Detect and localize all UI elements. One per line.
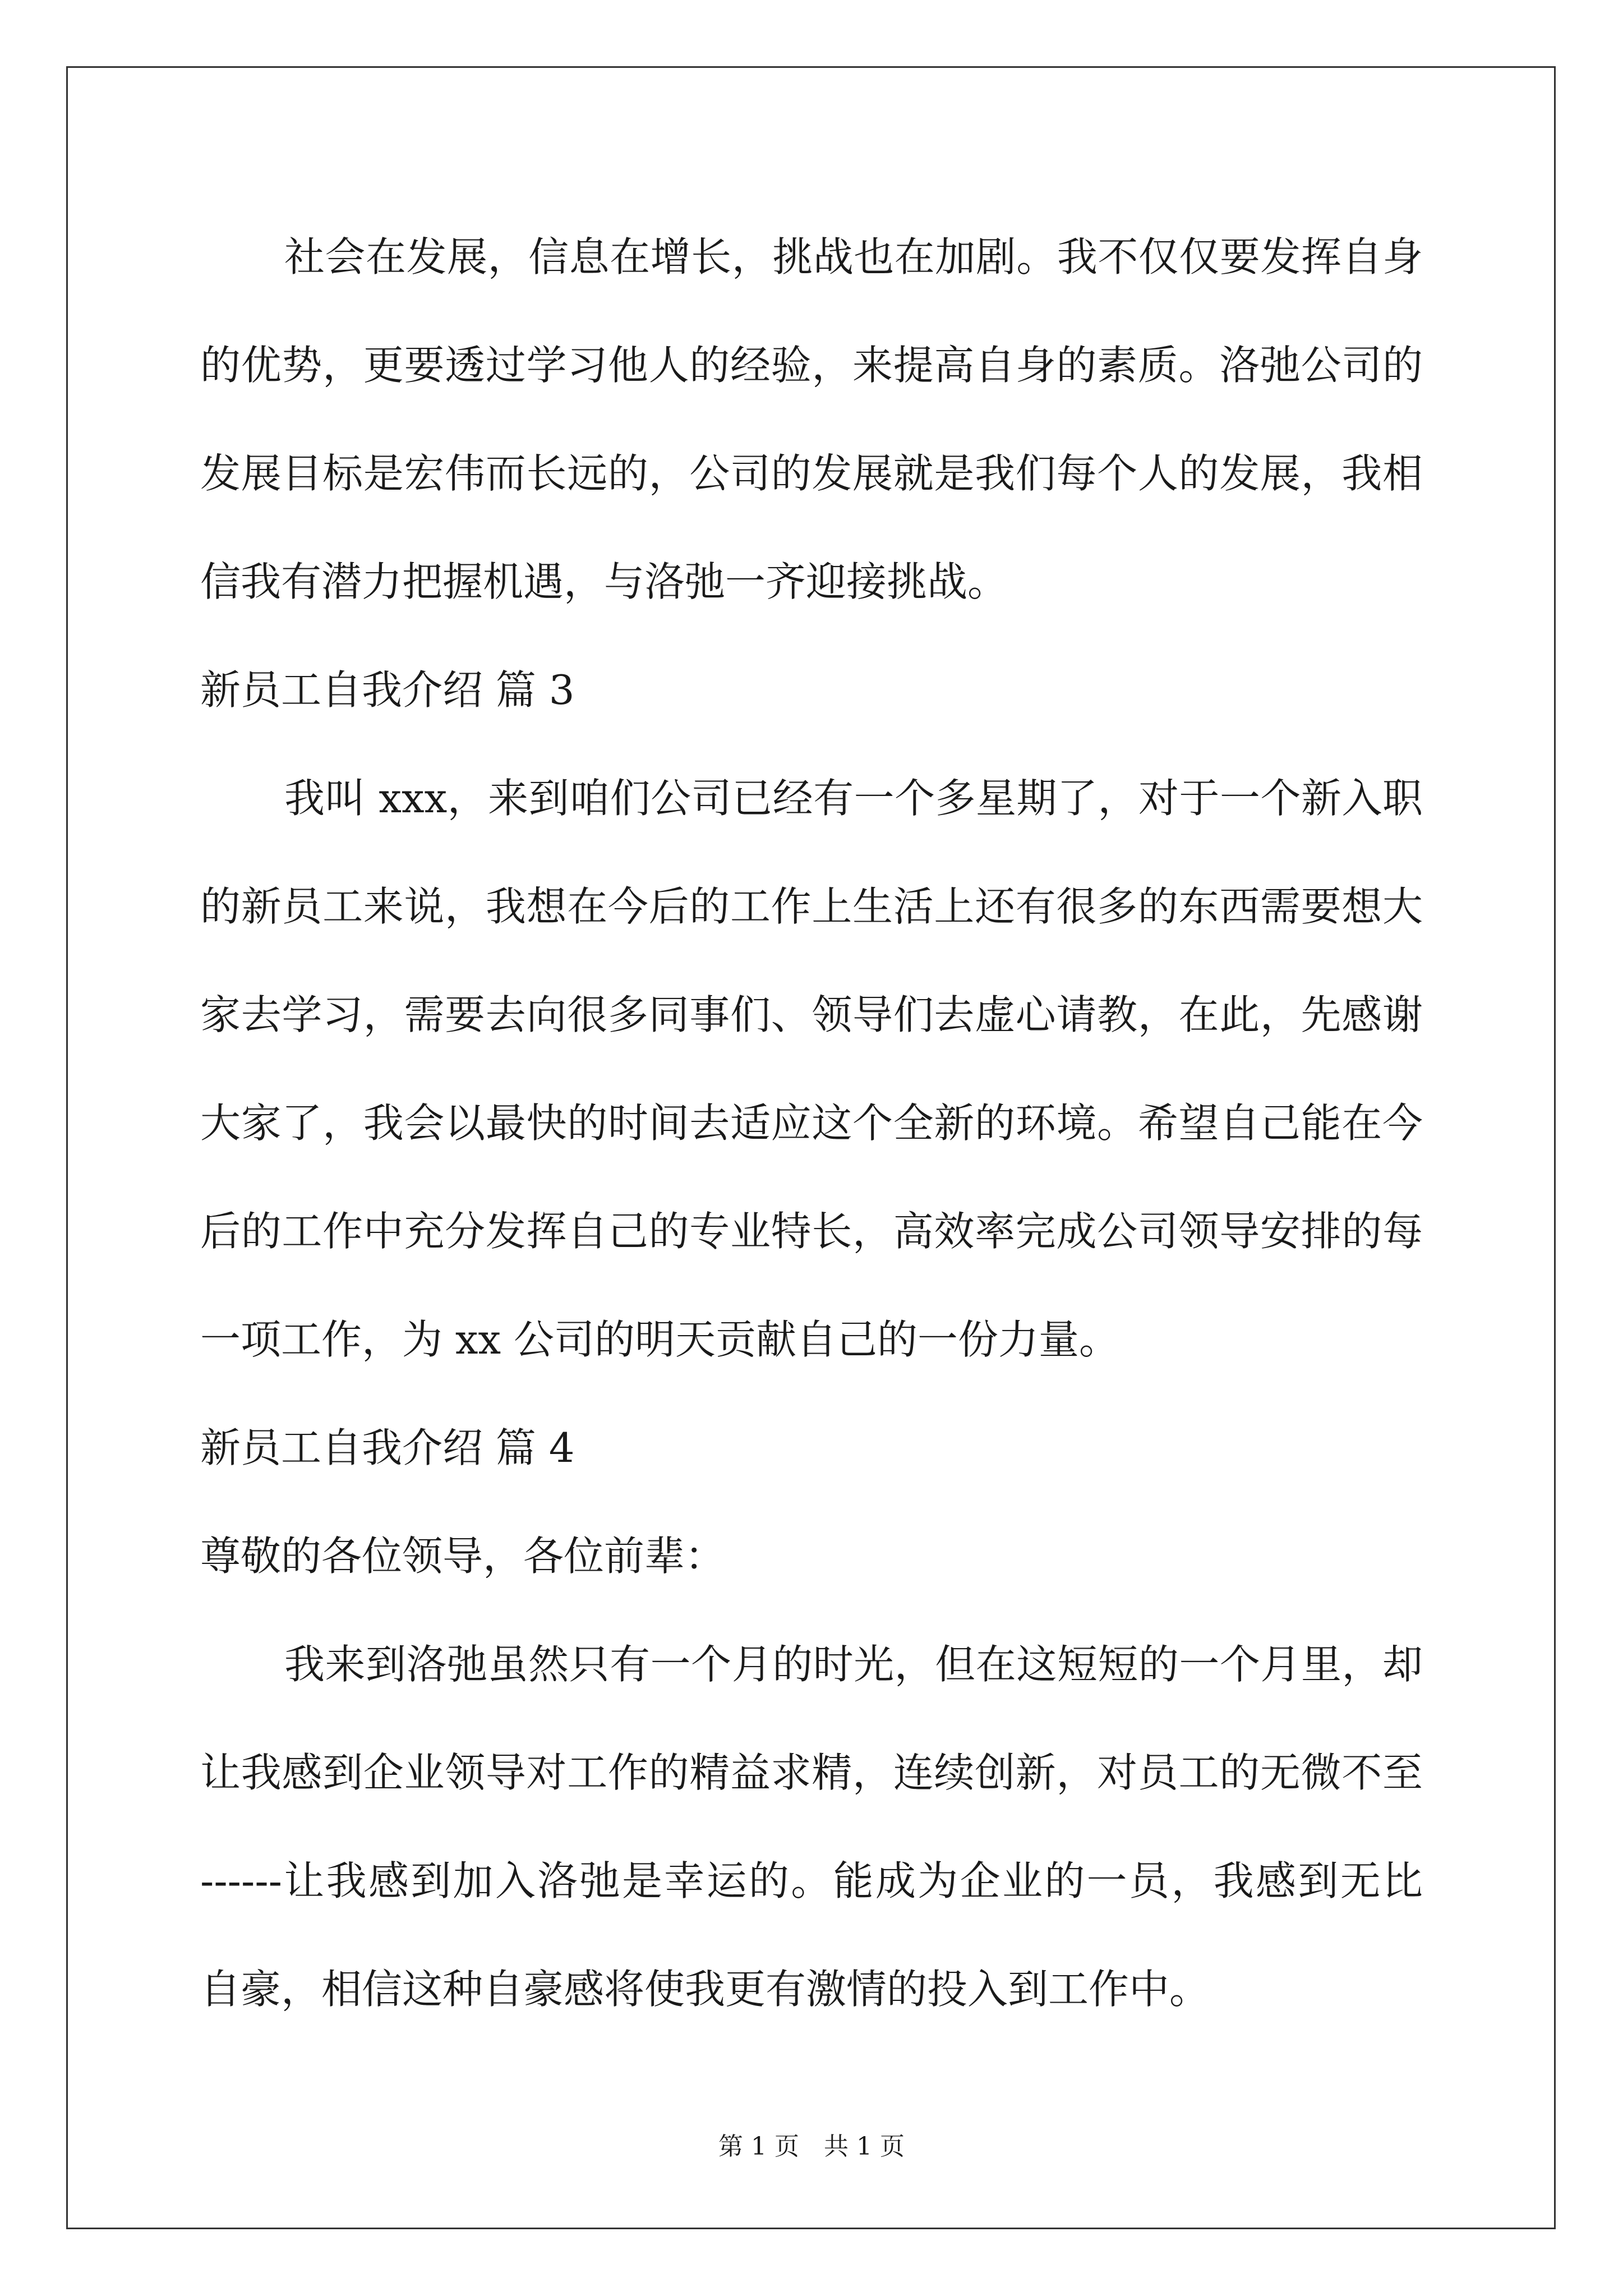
paragraph-line: 我叫 xxx，来到咱们公司已经有一个多星期了，对于一个新入职	[284, 775, 1423, 822]
paragraph-line: 大家了，我会以最快的时间去适应这个全新的环境。希望自己能在今	[200, 1099, 1423, 1147]
paragraph-line: 的优势，更要透过学习他人的经验，来提高自身的素质。洛弛公司的	[200, 342, 1423, 389]
section-heading-4: 新员工自我介绍 篇 4	[200, 1424, 575, 1471]
salutation: 尊敬的各位领导，各位前辈：	[200, 1533, 726, 1580]
paragraph-1	[200, 203, 1423, 636]
paragraph-line: 后的工作中充分发挥自己的专业特长，高效率完成公司领导安排的每	[200, 1208, 1423, 1255]
paragraph-line: 自豪，相信这种自豪感将使我更有激情的投入到工作中。	[200, 1966, 1210, 2013]
paragraph-line: 我来到洛弛虽然只有一个月的时光，但在这短短的一个月里，却	[284, 1641, 1423, 1688]
page-number-footer: 第 1 页 共 1 页	[718, 2132, 905, 2161]
document-body	[200, 203, 1423, 2044]
paragraph-line: 家去学习，需要去向很多同事们、领导们去虚心请教，在此，先感谢	[200, 991, 1423, 1038]
paragraph-3	[200, 1611, 1423, 2044]
paragraph-line: 一项工作，为 xx 公司的明天贡献自己的一份力量。	[200, 1316, 1119, 1363]
section-heading-3: 新员工自我介绍 篇 3	[200, 666, 575, 714]
paragraph-line: 的新员工来说，我想在今后的工作上生活上还有很多的东西需要想大	[200, 883, 1423, 930]
paragraph-line: 发展目标是宏伟而长远的，公司的发展就是我们每个人的发展，我相	[200, 450, 1423, 497]
paragraph-line: 社会在发展，信息在增长，挑战也在加剧。我不仅仅要发挥自身	[284, 233, 1423, 280]
paragraph-line: 让我感到企业领导对工作的精益求精，连续创新，对员工的无微不至	[200, 1749, 1423, 1796]
paragraph-line: ------让我感到加入洛弛是幸运的。能成为企业的一员，我感到无比	[200, 1857, 1423, 1904]
paragraph-line: 信我有潜力把握机遇，与洛弛一齐迎接挑战。	[200, 558, 1008, 605]
paragraph-2	[200, 744, 1423, 1394]
